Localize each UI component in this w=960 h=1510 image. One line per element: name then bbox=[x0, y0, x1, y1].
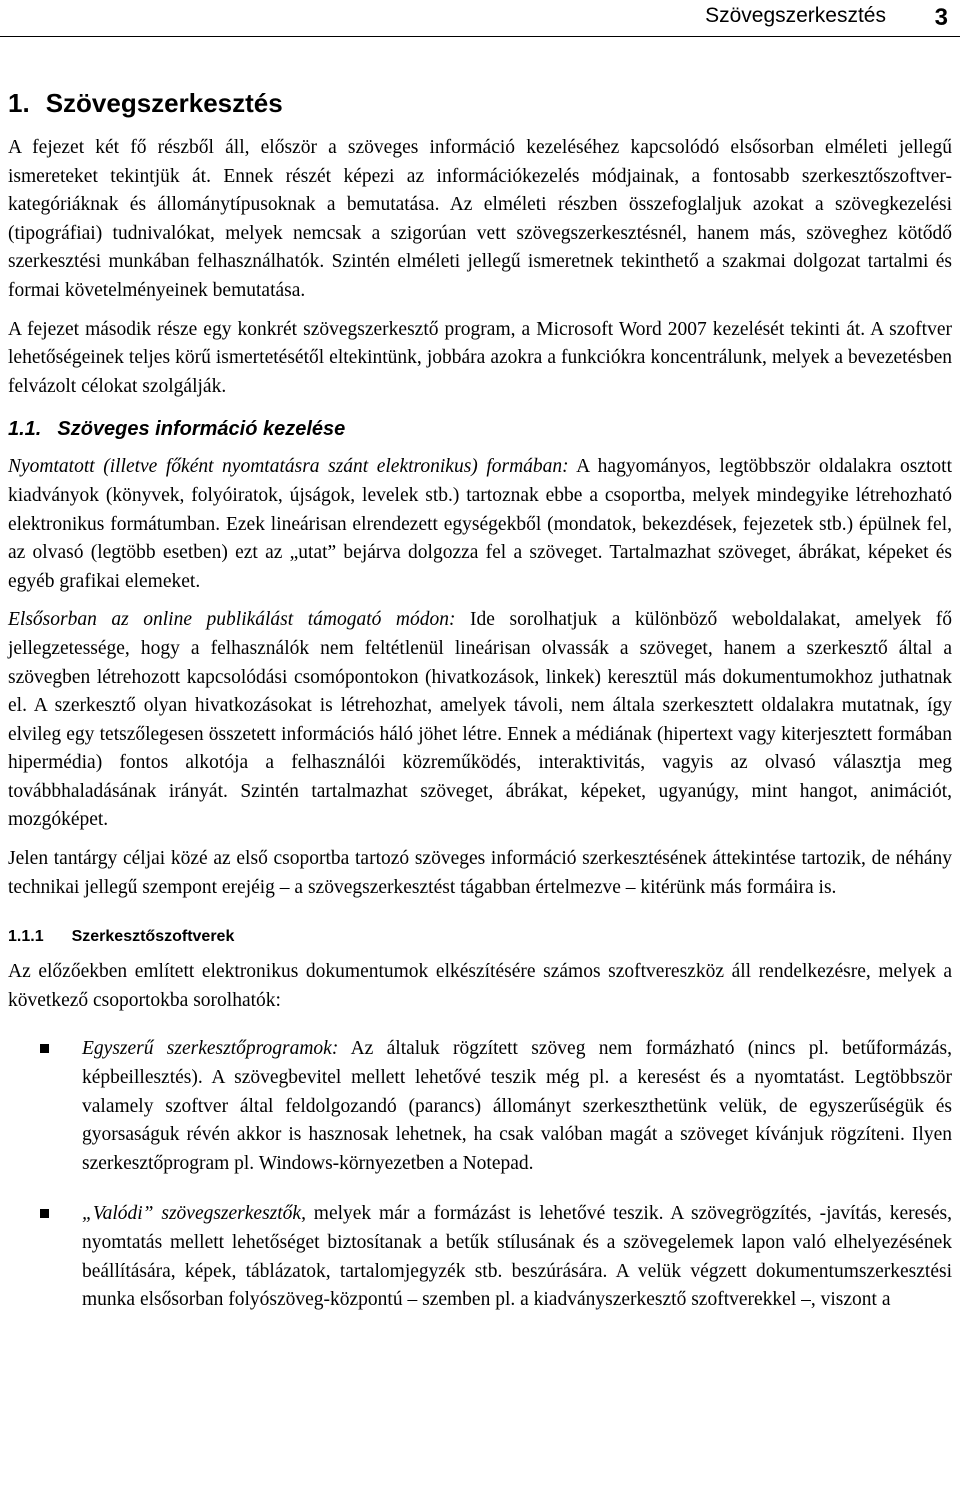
print-lead: Nyomtatott (illetve főként nyomtatásra szánt elektronikus) formában: bbox=[8, 456, 569, 478]
section-title: Szöveges információ kezelése bbox=[57, 418, 346, 441]
subsection-number: 1.1.1 bbox=[8, 928, 44, 946]
list-item-lead: Egyszerű szerkesztőprogramok: bbox=[82, 1038, 339, 1060]
chapter-paragraph-2: A fejezet második része egy konkrét szövegszerkesztő program, a Microsoft Word 2007 kezelését tekinti át. A szoftver lehetőségeinek teljes körű ismertetésétől eltekintünk, jobbára azokra a funkciókra koncentrálunk, melyek a bevezetésben felvázolt célokat szolgálják. bbox=[8, 318, 952, 397]
running-title: Szövegszerkesztés bbox=[705, 4, 886, 27]
online-text: Ide sorolhatjuk a különböző weboldalakat, amelyek fő jellegzetessége, hogy a felhasználók nem feltétlenül lineárisan olvassák a szöveget, hanem a szerkesztő által a szövegben létrehozott kapcsolódási csomópontokon (hivatkozások, linkek) keresztül más dokumentumokhoz juthatnak el. A szerkesztő olyan hivatkozásokat is létrehozhat, amelyek távoli, nem általa szerkesztett oldalakra mutatnak, így elvileg egy tetszőlegesen összetett információs háló jöhet létre. Ennek a médiának (hipertext vagy kiterjesztett formában hipermédia) fontos alkotója a felhasználói közreműködés, interaktivitás, vagyis az olvasó választja meg továbbhaladásának irányát. Szintén tartalmazhat szöveget, ábrákat, képeket, ugyanúgy, mint hangot, animációt, mozgóképet. bbox=[8, 609, 952, 831]
page-content bbox=[8, 86, 952, 1337]
chapter-heading bbox=[8, 86, 952, 120]
list-item-text: Az általuk rögzített szöveg nem formázható (nincs pl. betűformázás, képbeillesztés). A szövegbevitel mellett lehetővé teszik még pl. a keresést és a nyomtatást. Legtöbbször valamely szoftver által feldolgozandó (parancs) állományt szerkeszthetünk velük, de egyszerűségük és gyorsaságuk révén akkor is hasznosak lehetnek, ha csak valóban magát a szöveget kívánjuk rögzíteni. Ilyen szerkesztőprogram pl. Windows-környezetben a Notepad. bbox=[82, 1038, 952, 1174]
subsection-title: Szerkesztőszoftverek bbox=[71, 928, 235, 946]
square-bullet-icon bbox=[40, 1044, 49, 1053]
section-paragraph-online bbox=[8, 606, 952, 835]
section-number: 1.1. bbox=[8, 418, 42, 441]
list-item-text: melyek már a formázást is lehetővé teszik. A szövegrögzítés, -javítás, keresés, nyomtatás mellett lehetőséget biztosítanak a betűk stílusának és a szövegelemek lapon való elhelyezésének beállítására, képek, táblázatok, tartalomjegyzék stb. beszúrására. A velük végzett dokumentumszerkesztési munka elsősorban folyószöveg-központú – szemben pl. a kiadványszerkesztő szoftverekkel –, viszont a bbox=[82, 1203, 952, 1311]
page-header bbox=[0, 0, 960, 37]
section-heading bbox=[8, 415, 952, 443]
page-number: 3 bbox=[934, 4, 948, 31]
square-bullet-icon bbox=[40, 1209, 49, 1218]
subsection-intro: Az előzőekben említett elektronikus dokumentumok elkészítésére számos szoftvereszköz áll rendelkezésre, melyek a következő csoportokba sorolhatók: bbox=[8, 961, 952, 1011]
subsection-heading bbox=[8, 924, 952, 950]
online-lead: Elsősorban az online publikálást támogató módon: bbox=[8, 609, 456, 631]
list-item bbox=[8, 1200, 952, 1314]
software-category-list bbox=[8, 1035, 952, 1314]
chapter-title: Szövegszerkesztés bbox=[45, 88, 283, 118]
chapter-paragraph-1: A fejezet két fő részből áll, először a szöveges információ kezeléséhez kapcsolódó elsősorban elméleti jellegű ismereteket tekintjük át. Ennek részét képezi az információkezelés módjainak, a fontosabb szerkesztőszoftver-kategóriáknak és állománytípusoknak a bemutatása. Az elméleti részben összefoglaljuk azokat a szövegkezelési (tipográfiai) tudnivalókat, melyek nemcsak a szigorúan vett szövegszerkesztésnél, hanem más, szöveghez kötődő szerkesztési munkában felhasználhatók. Szintén elméleti jellegű ismeretnek tekinthető a szakmai dolgozat tartalmi és formai követelményeinek bemutatása. bbox=[8, 137, 952, 301]
print-text: A hagyományos, legtöbbször oldalakra osztott kiadványok (könyvek, folyóiratok, újságok, levelek stb.) tartoznak ebbe a csoportba, melyek mindegyike létrehozható elektronikus formátumban. Ezek lineárisan elrendezett egységekből (mondatok, bekezdések, fejezetek stb.) épülnek fel, az olvasó (legtöbb esetben) ezt az „utat” bejárva dolgozza fel a szöveget. Tartalmazhat szöveget, ábrákat, képeket és egyéb grafikai elemeket. bbox=[8, 456, 953, 592]
section-paragraph-scope: Jelen tantárgy céljai közé az első csoportba tartozó szöveges információ szerkesztésének áttekintése tartozik, de néhány technikai jellegű szempont erejéig – a szövegszerkesztést tágabban értelmezve – kitérünk más formáira is. bbox=[8, 848, 952, 898]
section-paragraph-print bbox=[8, 453, 952, 596]
chapter-number: 1. bbox=[8, 88, 30, 118]
list-item bbox=[8, 1035, 952, 1178]
list-item-lead: „Valódi” szövegszerkesztők, bbox=[82, 1203, 306, 1225]
